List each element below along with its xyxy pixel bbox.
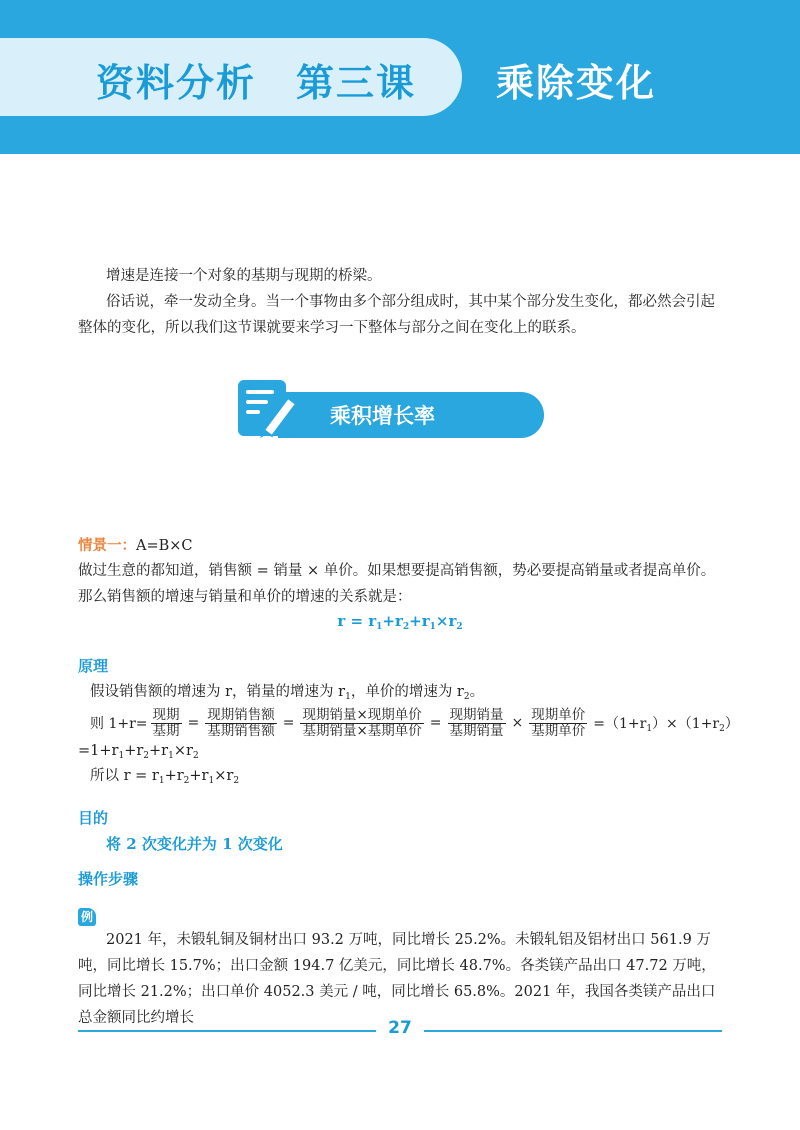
equation-prefix: 则 1+r= bbox=[90, 716, 148, 732]
scenario-formula: A=B×C bbox=[136, 538, 193, 554]
page-number: 27 bbox=[388, 1018, 412, 1038]
fraction: $\frac{\text{现期单价}}{\text{基期单价}}$ bbox=[531, 706, 586, 739]
lesson-title: 乘除变化 bbox=[496, 61, 657, 105]
purpose-heading: 目的 bbox=[78, 809, 109, 827]
chapter-header bbox=[0, 0, 800, 154]
subject-title: 资料分析 bbox=[96, 61, 257, 105]
scenario-text: 做过生意的都知道，销售额 = 销量 × 单价。如果想要提高销售额，势必要提高销量或者提高单价。那么销售额的增速与销量和单价的增速的关系就是： bbox=[78, 563, 716, 605]
intro-paragraph-1: 增速是连接一个对象的基期与现期的桥梁。 bbox=[106, 268, 382, 284]
fraction: $\frac{\text{现期销量}}{\text{基期销量}}$ bbox=[449, 706, 504, 739]
fraction: $\frac{\text{现期}}{\text{基期}}$ bbox=[152, 706, 180, 739]
principle-line-1: 假设销售额的增速为 r，销量的增速为 $r_1$，单价的增速为 $r_2$。 bbox=[90, 684, 485, 702]
footer-rule-right bbox=[424, 1030, 722, 1032]
fraction: $\frac{\text{现期销售额}}{\text{基期销售额}}$ bbox=[207, 706, 275, 739]
purpose-text: 将 2 次变化并为 1 次变化 bbox=[106, 835, 283, 853]
scenario-label: 情景一： bbox=[78, 537, 136, 554]
intro-paragraph-2: 俗话说，牵一发动全身。当一个事物由多个部分组成时，其中某个部分发生变化，都必然会引起整体的变化，所以我们这节课就要来学习一下整体与部分之间在变化上的联系。 bbox=[78, 294, 715, 336]
lesson-number: 第三课 bbox=[296, 61, 417, 105]
footer-rule-left bbox=[78, 1030, 376, 1032]
chapter-label bbox=[96, 52, 416, 107]
note-pen-icon bbox=[238, 378, 302, 438]
example-text: 2021 年，未锻轧铜及铜材出口 93.2 万吨，同比增长 25.2%。未锻轧铝及铝材出口 561.9 万吨，同比增长 15.7%；出口金额 194.7 亿美元，同比增长 48.7%。各类镁产品出口 47.72 万吨，同比增长 21.2%；出口单价 4052.3 美元 / 吨，同比增长 65.8%。2021 年，我国各类镁产品出口总金额同比约增长 bbox=[78, 932, 716, 1026]
principle-line-4: 所以 $r = r_1+r_2+r_1\times r_2$ bbox=[90, 768, 240, 786]
section-title: 乘积增长率 bbox=[330, 404, 435, 428]
principle-heading: 原理 bbox=[78, 657, 109, 675]
section-banner bbox=[238, 378, 544, 438]
equation-tail: $=(1+r_1)\times(1+r_2)$ bbox=[593, 716, 739, 734]
fraction: $\frac{\text{现期销量×现期单价}}{\text{基期销量×基期单价}}$ bbox=[302, 706, 422, 739]
main-formula: $r = r_1+r_2+r_1\times r_2$ bbox=[337, 612, 463, 632]
steps-heading: 操作步骤 bbox=[78, 870, 139, 888]
principle-line-3: $=1+r_1+r_2+r_1\times r_2$ bbox=[78, 743, 199, 761]
derivation-equation: 则 1+r= $\frac{\text{现期}}{\text{基期}}$ = $\frac{\text{现期销售额}}{\text{基期销售额}}$ = $\frac{\text{现期销量×现期单价}}{\text{基期销量×基期单价}}$ = $\frac{\text{现期销量}}{\text{基期销量}}$ × $\frac{\text{现期单价}}{\text{基期单价}}$ $=(1+r_1)\times(1+r_2)$ bbox=[90, 706, 739, 739]
example-tag: 例 bbox=[78, 908, 96, 926]
scenario-line bbox=[78, 533, 728, 559]
